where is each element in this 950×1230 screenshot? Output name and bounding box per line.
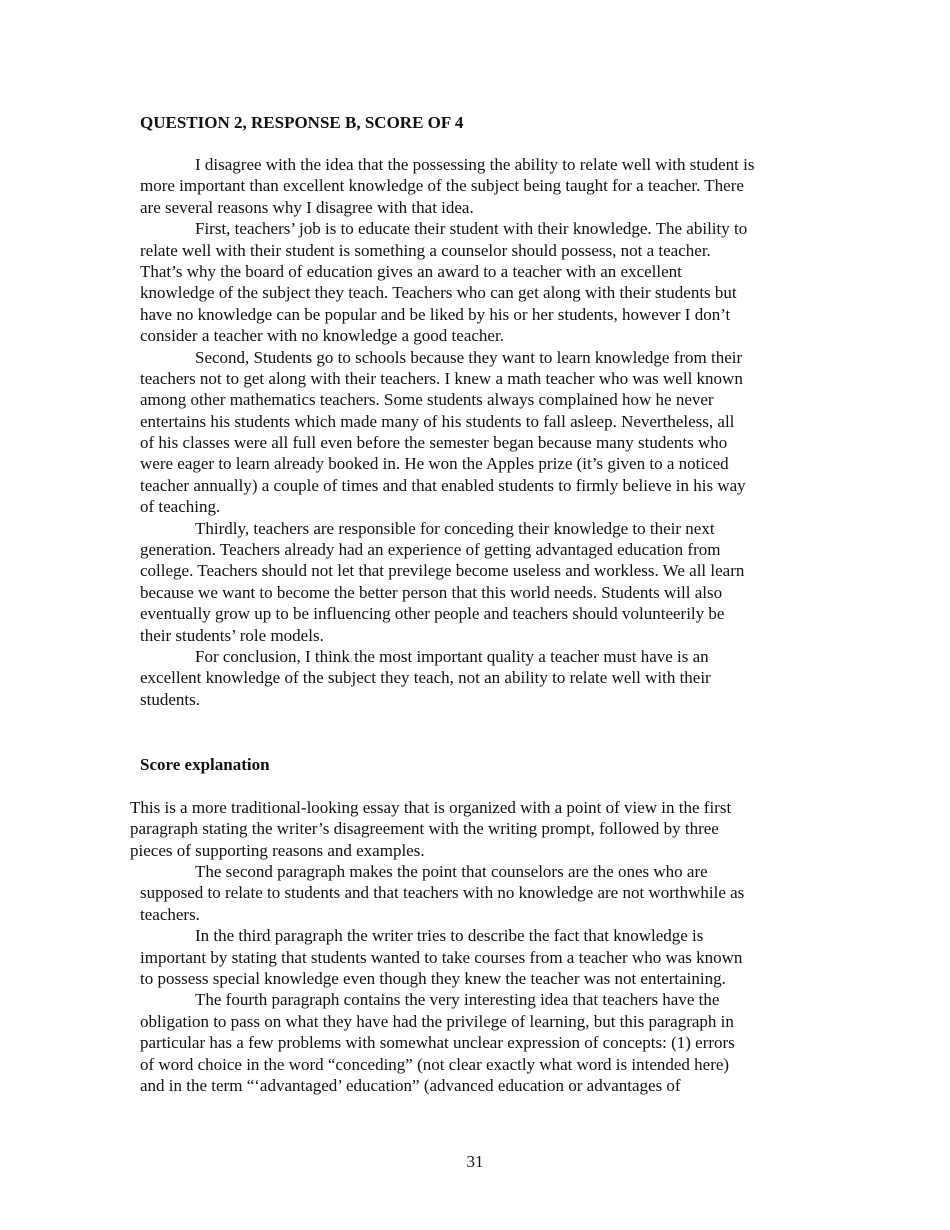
essay-line: among other mathematics teachers. Some students always complained how he never [140, 390, 714, 410]
explanation-line: pieces of supporting reasons and examples. [130, 840, 425, 860]
essay-line: First, teachers’ job is to educate their student with their knowledge. The ability to [195, 219, 748, 239]
essay-line: eventually grow up to be influencing other people and teachers should volunteerily be [140, 604, 725, 624]
essay-line: I disagree with the idea that the possessing the ability to relate well with student is [195, 155, 755, 174]
explanation-line: to possess special knowledge even though they knew the teacher was not entertaining. [140, 968, 726, 988]
essay-line: Second, Students go to schools because they want to learn knowledge from their [195, 347, 743, 367]
essay-line: That’s why the board of education gives an award to a teacher with an excellent [140, 261, 682, 281]
essay-line: relate well with their student is something a counselor should possess, not a teacher. [140, 240, 711, 260]
explanation-line: particular has a few problems with somewhat unclear expression of concepts: (1) errors [140, 1033, 735, 1053]
explanation-line: supposed to relate to students and that teachers with no knowledge are not worthwhile as [140, 883, 745, 903]
essay-line: knowledge of the subject they teach. Teachers who can get along with their students but [140, 283, 737, 303]
essay-line: students. [140, 689, 200, 709]
essay-line: more important than excellent knowledge of the subject being taught for a teacher. There [140, 176, 744, 196]
essay-line: consider a teacher with no knowledge a good teacher. [140, 326, 504, 346]
page-number: 31 [466, 1152, 484, 1171]
explanation-line: teachers. [140, 904, 200, 924]
essay-line: have no knowledge can be popular and be liked by his or her students, however I don’t [140, 304, 731, 324]
essay-line: college. Teachers should not let that previlege become useless and workless. We all learn [140, 561, 745, 581]
explanation-intro [130, 797, 731, 861]
essay-line: because we want to become the better person that this world needs. Students will also [140, 582, 723, 602]
essay-line: teacher annually) a couple of times and that enabled students to firmly believe in his way [140, 475, 746, 495]
essay-line: For conclusion, I think the most important quality a teacher must have is an [195, 646, 709, 666]
essay-line: excellent knowledge of the subject they teach, not an ability to relate well with their [140, 668, 711, 688]
explanation-line: and in the term “‘advantaged’ education” (advanced education or advantages of [140, 1075, 681, 1095]
essay-line: entertains his students which made many of his students to fall asleep. Nevertheless, all [140, 411, 735, 431]
score-explanation-heading: Score explanation [140, 755, 270, 774]
question-heading: QUESTION 2, RESPONSE B, SCORE OF 4 [140, 113, 464, 132]
essay-response [140, 154, 754, 710]
explanation-line: obligation to pass on what they have had the privilege of learning, but this paragraph in [140, 1011, 734, 1031]
explanation-line: This is a more traditional-looking essay that is organized with a point of view in the first [130, 798, 732, 817]
explanation-line: important by stating that students wanted to take courses from a teacher who was known [140, 947, 743, 967]
explanation-line: The fourth paragraph contains the very interesting idea that teachers have the [195, 990, 720, 1010]
essay-line: generation. Teachers already had an experience of getting advantaged education from [140, 540, 721, 560]
essay-line: of teaching. [140, 497, 221, 517]
explanation-line: paragraph stating the writer’s disagreement with the writing prompt, followed by three [130, 819, 719, 839]
explanation-body [140, 861, 744, 1096]
essay-line: Thirdly, teachers are responsible for conceding their knowledge to their next [195, 518, 715, 538]
essay-line: were eager to learn already booked in. He won the Apples prize (it’s given to a noticed [140, 454, 729, 474]
explanation-line: The second paragraph makes the point that counselors are the ones who are [195, 862, 708, 881]
explanation-line: of word choice in the word “conceding” (not clear exactly what word is intended here) [140, 1054, 730, 1074]
essay-line: of his classes were all full even before the semester began because many students who [140, 433, 728, 453]
explanation-line: In the third paragraph the writer tries to describe the fact that knowledge is [195, 926, 704, 946]
essay-line: are several reasons why I disagree with that idea. [140, 197, 474, 217]
essay-line: their students’ role models. [140, 625, 324, 645]
essay-line: teachers not to get along with their teachers. I knew a math teacher who was well known [140, 368, 743, 388]
